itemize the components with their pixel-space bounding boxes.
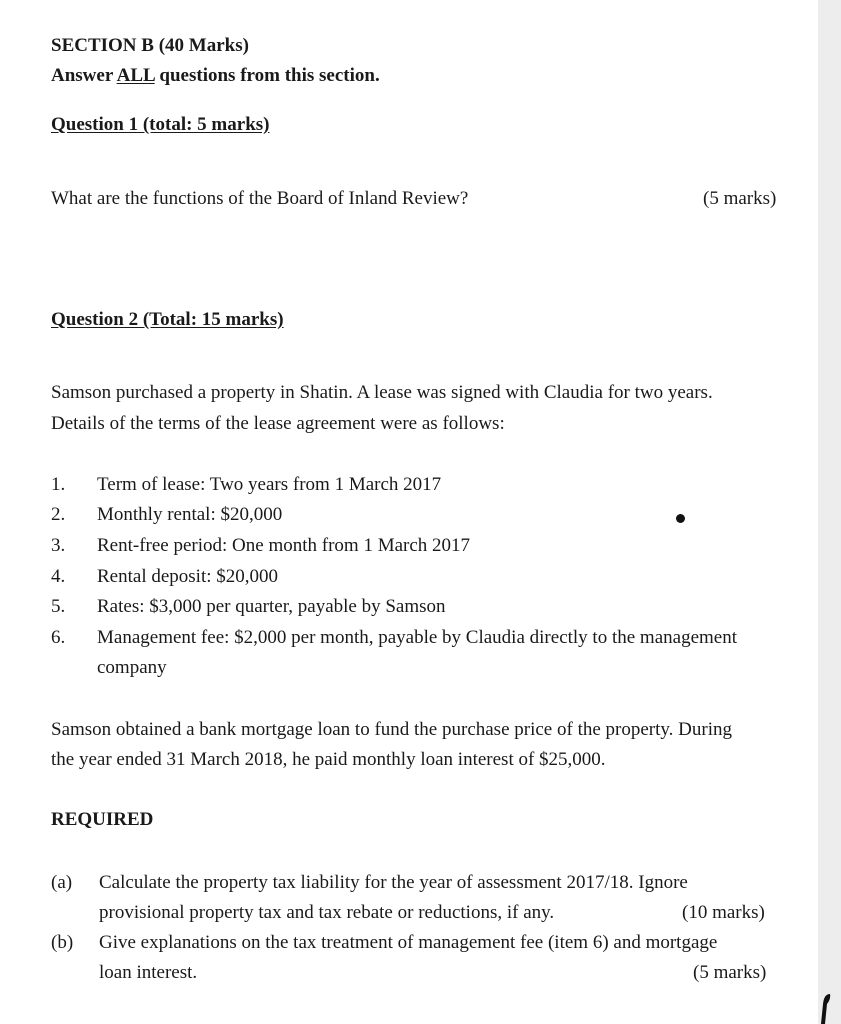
loan-line-2: the year ended 31 March 2018, he paid monthly loan interest of $25,000. — [51, 749, 606, 770]
term-text: Rates: $3,000 per quarter, payable by Samson — [97, 596, 446, 617]
part-b-line-1: Give explanations on the tax treatment of management fee (item 6) and mortgage — [99, 932, 718, 953]
instruction-suffix: questions from this section. — [154, 65, 380, 86]
term-number: 1. — [51, 474, 66, 495]
part-b-marks: (5 marks) — [693, 962, 767, 983]
scrollbar-track[interactable] — [818, 0, 841, 1024]
term-text: Management fee: $2,000 per month, payable by Claudia directly to the management — [97, 627, 737, 648]
part-label: (b) — [51, 932, 74, 953]
question-1-text: What are the functions of the Board of Inland Review? — [51, 188, 469, 209]
loan-line-1: Samson obtained a bank mortgage loan to fund the purchase price of the property. During — [51, 719, 732, 740]
term-number: 5. — [51, 596, 66, 617]
term-text: Term of lease: Two years from 1 March 2017 — [97, 474, 442, 495]
part-b-line-2: loan interest. — [99, 962, 198, 983]
term-text: Rent-free period: One month from 1 March 2017 — [97, 535, 471, 556]
required-heading: REQUIRED — [51, 809, 154, 830]
instruction-prefix: Answer — [51, 65, 117, 86]
term-number: 4. — [51, 566, 66, 587]
term-text: Rental deposit: $20,000 — [97, 566, 279, 587]
question-1-marks: (5 marks) — [703, 188, 777, 209]
section-instruction — [51, 65, 380, 87]
question-1-heading: Question 1 (total: 5 marks) — [51, 114, 270, 135]
term-text-continued: company — [97, 657, 167, 678]
term-text: Monthly rental: $20,000 — [97, 504, 283, 525]
term-number: 6. — [51, 627, 66, 648]
question-2-intro-line-1: Samson purchased a property in Shatin. A lease was signed with Claudia for two years. — [51, 382, 713, 403]
term-number: 2. — [51, 504, 66, 525]
part-a-line-1: Calculate the property tax liability for the year of assessment 2017/18. Ignore — [99, 872, 688, 893]
pen-mark — [818, 990, 832, 1024]
part-a-marks: (10 marks) — [682, 902, 765, 923]
question-2-heading: Question 2 (Total: 15 marks) — [51, 309, 284, 330]
stray-dot — [676, 514, 685, 523]
term-number: 3. — [51, 535, 66, 556]
section-title: SECTION B (40 Marks) — [51, 35, 249, 56]
instruction-emphasis: ALL — [116, 65, 155, 86]
part-label: (a) — [51, 872, 73, 893]
question-2-intro-line-2: Details of the terms of the lease agreement were as follows: — [51, 413, 505, 434]
part-a-line-2: provisional property tax and tax rebate or reductions, if any. — [99, 902, 555, 923]
